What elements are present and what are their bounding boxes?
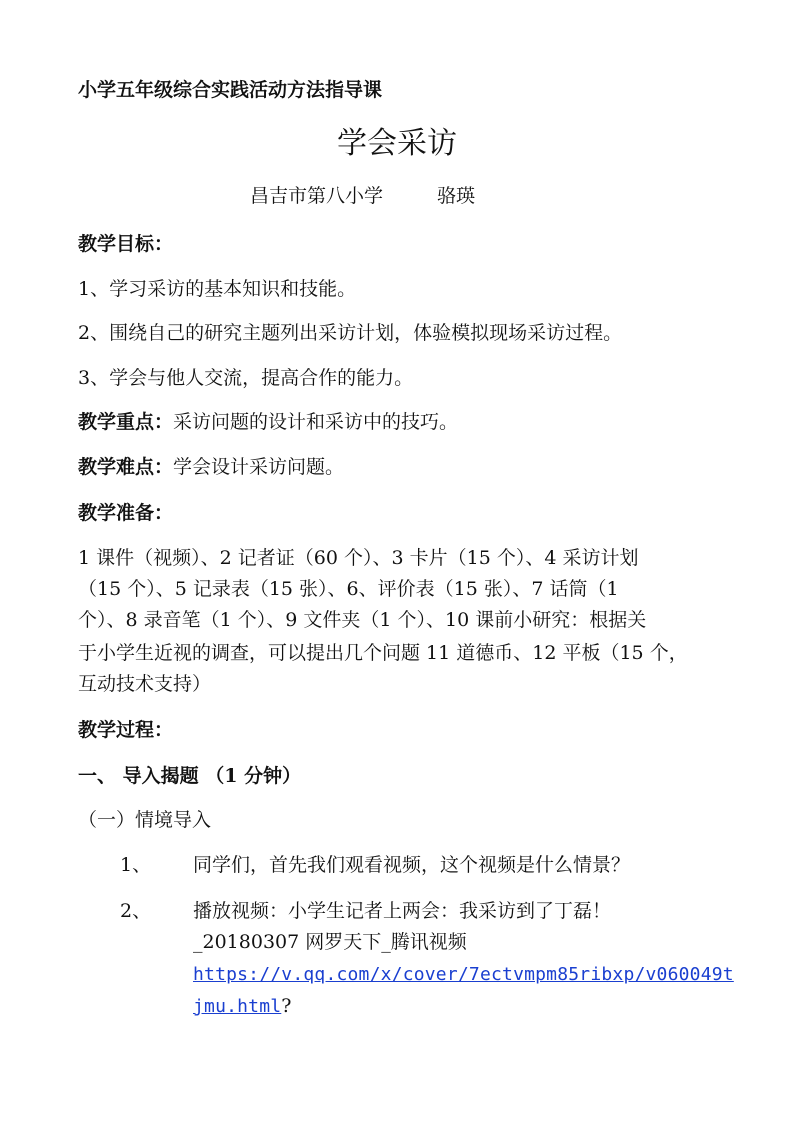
step-1-number: 1、: [120, 854, 152, 876]
author-line: [250, 184, 475, 208]
school-name: 昌吉市第八小学: [250, 185, 384, 207]
course-title: 小学五年级综合实践活动方法指导课: [78, 79, 383, 101]
preparation-line-3: 个）、8 录音笔（1 个）、9 文件夹（1 个）、10 课前小研究：根据关: [78, 609, 647, 631]
process-heading: 教学过程：: [78, 719, 174, 741]
difficulty-line: [78, 455, 344, 479]
link-suffix: ?: [281, 995, 292, 1017]
document-title: 学会采访: [337, 126, 457, 161]
step-2-text-cont: _20180307 网罗天下_腾讯视频: [193, 931, 467, 953]
objectives-heading: 教学目标：: [78, 233, 174, 255]
preparation-line-2: （15 个）、5 记录表（15 张）、6、评价表（15 张）、7 话筒（1: [78, 578, 619, 600]
step-2-number: 2、: [120, 900, 152, 922]
video-link-line-1[interactable]: [193, 962, 734, 987]
preparation-line-4: 于小学生近视的调查，可以提出几个问题 11 道德币、12 平板（15 个，: [78, 642, 688, 664]
video-link[interactable]: https://v.qq.com/x/cover/7ectvmpm85ribxp/v060049t: [193, 964, 734, 985]
subsection-1-heading: （一）情境导入: [78, 809, 212, 831]
difficulty-text: 学会设计采访问题。: [173, 456, 345, 478]
preparation-heading: 教学准备：: [78, 502, 174, 524]
objective-item-1: 1、学习采访的基本知识和技能。: [78, 278, 357, 300]
preparation-line-5: 互动技术支持）: [78, 673, 212, 695]
key-point-line: [78, 410, 458, 434]
step-1-text: 同学们，首先我们观看视频，这个视频是什么情景？: [193, 854, 631, 876]
key-point-label: 教学重点：: [78, 411, 174, 433]
step-2-text: 播放视频：小学生记者上两会：我采访到了丁磊！: [193, 900, 612, 922]
objective-item-3: 3、学会与他人交流，提高合作的能力。: [78, 367, 414, 389]
key-point-text: 采访问题的设计和采访中的技巧。: [173, 411, 459, 433]
author-name: 骆瑛: [437, 185, 476, 207]
preparation-line-1: 1 课件（视频）、2 记者证（60 个）、3 卡片（15 个）、4 采访计划: [78, 547, 639, 569]
part-1-heading: 一、 导入揭题 （1 分钟）: [78, 765, 302, 787]
video-link-line-2: [193, 994, 291, 1019]
video-link-cont[interactable]: jmu.html: [193, 996, 282, 1017]
objective-item-2: 2、围绕自己的研究主题列出采访计划，体验模拟现场采访过程。: [78, 322, 623, 344]
difficulty-label: 教学难点：: [78, 456, 174, 478]
